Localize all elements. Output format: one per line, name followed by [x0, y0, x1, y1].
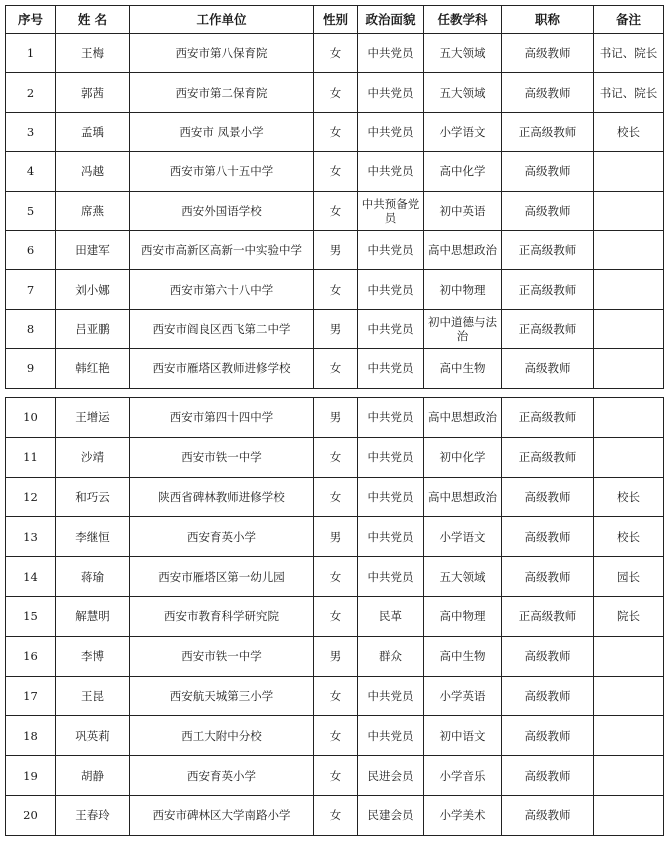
cell-note: 书记、院长: [594, 34, 664, 73]
cell-note: [594, 230, 664, 269]
cell-gender: 女: [314, 676, 358, 716]
cell-title: 高级教师: [502, 152, 594, 191]
cell-note: [594, 309, 664, 348]
cell-note: 校长: [594, 112, 664, 151]
table-row: [6, 309, 664, 348]
cell-gender: 男: [314, 230, 358, 269]
cell-politics: 中共党员: [358, 73, 424, 112]
table-row: [6, 716, 664, 756]
table-row: [6, 152, 664, 191]
table-row: [6, 596, 664, 636]
cell-name: 蒋瑜: [56, 557, 130, 597]
cell-unit: 西安市 凤景小学: [130, 112, 314, 151]
table-row: [6, 349, 664, 388]
cell-politics: 中共党员: [358, 437, 424, 477]
header-politics: 政治面貌: [358, 6, 424, 34]
header-index: 序号: [6, 6, 56, 34]
cell-note: 园长: [594, 557, 664, 597]
cell-gender: 女: [314, 557, 358, 597]
cell-name: 胡静: [56, 756, 130, 796]
cell-politics: 群众: [358, 636, 424, 676]
cell-subject: 高中化学: [424, 152, 502, 191]
cell-unit: 西安市第四十四中学: [130, 398, 314, 438]
cell-name: 王增运: [56, 398, 130, 438]
cell-politics: 中共党员: [358, 270, 424, 309]
cell-politics: 中共党员: [358, 716, 424, 756]
cell-gender: 女: [314, 795, 358, 835]
cell-note: [594, 152, 664, 191]
table-row: [6, 73, 664, 112]
table-row: [6, 795, 664, 835]
cell-subject: 小学语文: [424, 112, 502, 151]
cell-note: 院长: [594, 596, 664, 636]
cell-unit: 西安市高新区高新一中实验中学: [130, 230, 314, 269]
cell-index: 16: [6, 636, 56, 676]
cell-title: 高级教师: [502, 795, 594, 835]
cell-index: 4: [6, 152, 56, 191]
table-row: [6, 34, 664, 73]
cell-unit: 西安市第六十八中学: [130, 270, 314, 309]
cell-note: [594, 398, 664, 438]
cell-note: 校长: [594, 517, 664, 557]
cell-index: 2: [6, 73, 56, 112]
cell-note: [594, 191, 664, 230]
cell-index: 6: [6, 230, 56, 269]
table-row: [6, 676, 664, 716]
table-row: [6, 756, 664, 796]
cell-index: 15: [6, 596, 56, 636]
cell-unit: 西安市碑林区大学南路小学: [130, 795, 314, 835]
cell-note: [594, 636, 664, 676]
cell-gender: 女: [314, 73, 358, 112]
cell-unit: 西安市阎良区西飞第二中学: [130, 309, 314, 348]
cell-gender: 男: [314, 309, 358, 348]
cell-gender: 女: [314, 34, 358, 73]
cell-politics: 中共党员: [358, 398, 424, 438]
cell-name: 和巧云: [56, 477, 130, 517]
cell-subject: 小学英语: [424, 676, 502, 716]
cell-gender: 女: [314, 191, 358, 230]
cell-index: 18: [6, 716, 56, 756]
cell-unit: 西安市教育科学研究院: [130, 596, 314, 636]
header-name: 姓 名: [56, 6, 130, 34]
cell-politics: 中共党员: [358, 676, 424, 716]
cell-index: 5: [6, 191, 56, 230]
cell-name: 巩英莉: [56, 716, 130, 756]
cell-subject: 初中道德与法治: [424, 309, 502, 348]
cell-title: 正高级教师: [502, 270, 594, 309]
header-title: 职称: [502, 6, 594, 34]
cell-politics: 民进会员: [358, 756, 424, 796]
table-row: [6, 230, 664, 269]
cell-name: 王昆: [56, 676, 130, 716]
cell-politics: 中共党员: [358, 112, 424, 151]
cell-gender: 女: [314, 152, 358, 191]
cell-unit: 西安育英小学: [130, 756, 314, 796]
cell-unit: 西安市铁一中学: [130, 636, 314, 676]
teacher-table-page-1: [5, 5, 664, 389]
cell-name: 刘小娜: [56, 270, 130, 309]
cell-gender: 女: [314, 437, 358, 477]
table-row: [6, 636, 664, 676]
cell-title: 正高级教师: [502, 398, 594, 438]
cell-note: [594, 270, 664, 309]
cell-title: 高级教师: [502, 756, 594, 796]
table-row: [6, 191, 664, 230]
table-row: [6, 557, 664, 597]
cell-politics: 中共党员: [358, 34, 424, 73]
cell-index: 10: [6, 398, 56, 438]
cell-politics: 民革: [358, 596, 424, 636]
cell-index: 7: [6, 270, 56, 309]
cell-politics: 民建会员: [358, 795, 424, 835]
cell-unit: 西安航天城第三小学: [130, 676, 314, 716]
cell-title: 正高级教师: [502, 309, 594, 348]
cell-index: 11: [6, 437, 56, 477]
cell-note: [594, 716, 664, 756]
cell-name: 田建军: [56, 230, 130, 269]
cell-index: 20: [6, 795, 56, 835]
cell-index: 9: [6, 349, 56, 388]
cell-name: 王梅: [56, 34, 130, 73]
cell-gender: 男: [314, 636, 358, 676]
cell-index: 19: [6, 756, 56, 796]
header-gender: 性别: [314, 6, 358, 34]
cell-title: 正高级教师: [502, 230, 594, 269]
cell-note: 书记、院长: [594, 73, 664, 112]
cell-politics: 中共党员: [358, 152, 424, 191]
cell-name: 李继恒: [56, 517, 130, 557]
cell-unit: 西安市第二保育院: [130, 73, 314, 112]
cell-title: 正高级教师: [502, 596, 594, 636]
cell-title: 高级教师: [502, 73, 594, 112]
cell-name: 韩红艳: [56, 349, 130, 388]
cell-subject: 五大领域: [424, 34, 502, 73]
cell-subject: 初中英语: [424, 191, 502, 230]
cell-title: 高级教师: [502, 636, 594, 676]
table-row: [6, 398, 664, 438]
cell-index: 3: [6, 112, 56, 151]
cell-subject: 小学语文: [424, 517, 502, 557]
cell-index: 12: [6, 477, 56, 517]
cell-title: 正高级教师: [502, 112, 594, 151]
cell-subject: 小学美术: [424, 795, 502, 835]
cell-subject: 高中物理: [424, 596, 502, 636]
cell-index: 17: [6, 676, 56, 716]
cell-title: 高级教师: [502, 557, 594, 597]
cell-title: 正高级教师: [502, 437, 594, 477]
cell-name: 解慧明: [56, 596, 130, 636]
cell-subject: 小学音乐: [424, 756, 502, 796]
cell-note: [594, 676, 664, 716]
cell-subject: 初中语文: [424, 716, 502, 756]
header-row: [6, 6, 664, 34]
cell-politics: 中共党员: [358, 517, 424, 557]
cell-unit: 西工大附中分校: [130, 716, 314, 756]
cell-subject: 高中思想政治: [424, 398, 502, 438]
cell-politics: 中共党员: [358, 349, 424, 388]
cell-unit: 西安市第八十五中学: [130, 152, 314, 191]
cell-index: 14: [6, 557, 56, 597]
cell-subject: 五大领域: [424, 73, 502, 112]
cell-gender: 男: [314, 517, 358, 557]
cell-gender: 女: [314, 349, 358, 388]
cell-unit: 西安市铁一中学: [130, 437, 314, 477]
cell-politics: 中共预备党员: [358, 191, 424, 230]
cell-name: 冯越: [56, 152, 130, 191]
cell-name: 孟瑀: [56, 112, 130, 151]
cell-title: 高级教师: [502, 676, 594, 716]
cell-name: 吕亚鹏: [56, 309, 130, 348]
cell-note: [594, 349, 664, 388]
cell-gender: 女: [314, 756, 358, 796]
table-row: [6, 437, 664, 477]
cell-unit: 西安市雁塔区第一幼儿园: [130, 557, 314, 597]
cell-gender: 女: [314, 716, 358, 756]
table-row: [6, 270, 664, 309]
header-subject: 任教学科: [424, 6, 502, 34]
cell-politics: 中共党员: [358, 477, 424, 517]
table-row: [6, 517, 664, 557]
cell-subject: 高中思想政治: [424, 477, 502, 517]
cell-unit: 西安市第八保育院: [130, 34, 314, 73]
cell-politics: 中共党员: [358, 230, 424, 269]
cell-note: 校长: [594, 477, 664, 517]
header-unit: 工作单位: [130, 6, 314, 34]
table-row: [6, 112, 664, 151]
cell-subject: 初中化学: [424, 437, 502, 477]
teacher-table-page-2: [5, 397, 664, 836]
cell-note: [594, 795, 664, 835]
cell-gender: 男: [314, 398, 358, 438]
cell-unit: 陕西省碑林教师进修学校: [130, 477, 314, 517]
cell-name: 沙靖: [56, 437, 130, 477]
cell-subject: 高中生物: [424, 636, 502, 676]
cell-politics: 中共党员: [358, 309, 424, 348]
cell-unit: 西安育英小学: [130, 517, 314, 557]
cell-subject: 高中思想政治: [424, 230, 502, 269]
cell-name: 王春玲: [56, 795, 130, 835]
cell-title: 高级教师: [502, 349, 594, 388]
cell-gender: 女: [314, 270, 358, 309]
cell-gender: 女: [314, 477, 358, 517]
cell-subject: 五大领域: [424, 557, 502, 597]
cell-subject: 初中物理: [424, 270, 502, 309]
cell-name: 李博: [56, 636, 130, 676]
cell-name: 郭茜: [56, 73, 130, 112]
cell-note: [594, 437, 664, 477]
cell-title: 高级教师: [502, 716, 594, 756]
cell-unit: 西安外国语学校: [130, 191, 314, 230]
cell-politics: 中共党员: [358, 557, 424, 597]
cell-index: 13: [6, 517, 56, 557]
cell-note: [594, 756, 664, 796]
cell-subject: 高中生物: [424, 349, 502, 388]
table-row: [6, 477, 664, 517]
cell-gender: 女: [314, 596, 358, 636]
cell-title: 高级教师: [502, 517, 594, 557]
cell-title: 高级教师: [502, 477, 594, 517]
cell-index: 1: [6, 34, 56, 73]
cell-gender: 女: [314, 112, 358, 151]
cell-title: 高级教师: [502, 191, 594, 230]
cell-name: 席燕: [56, 191, 130, 230]
cell-title: 高级教师: [502, 34, 594, 73]
cell-unit: 西安市雁塔区教师进修学校: [130, 349, 314, 388]
header-note: 备注: [594, 6, 664, 34]
cell-index: 8: [6, 309, 56, 348]
